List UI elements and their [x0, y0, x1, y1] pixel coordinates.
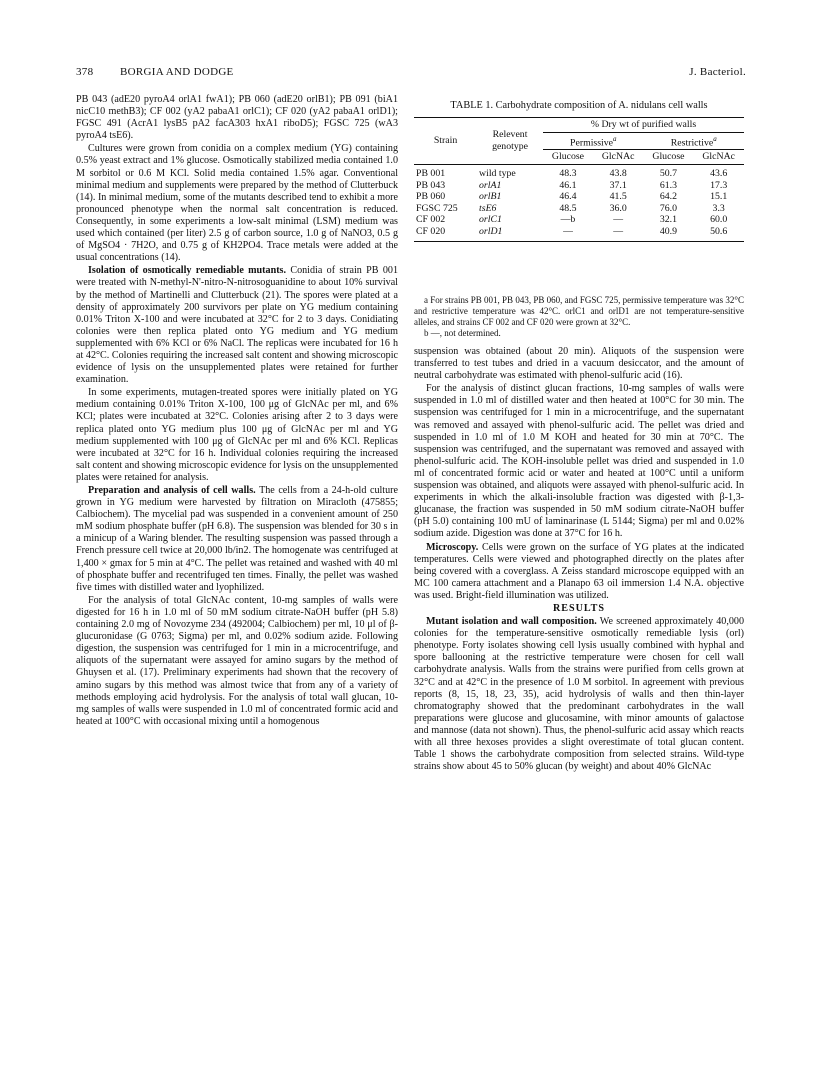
table-caption: TABLE 1. Carbohydrate composition of A. nidulans cell walls — [450, 100, 708, 111]
microscopy-paragraph: Microscopy. Cells were grown on the surface of YG plates at the indicated temperatures. Cells were viewed and photographed directly on the plates after being covered with a coverglass. A Zeiss standard microscope equipped with an MC 100 camera attachment and a Planapo 63 oil immersion 1.4 N.A. objective was used. Bright-field illumination was utilized. — [414, 541, 744, 601]
col-header-glcnac: GlcNAc — [601, 151, 635, 163]
page-number: 378 — [76, 66, 94, 78]
carbohydrate-table — [414, 117, 744, 242]
strain-list-paragraph: PB 043 (adE20 pyroA4 orlA1 fwA1); PB 060 (adE20 orlB1); PB 091 (biA1 nicC10 methB3); CF 002 (yA2 pabaA1 orlC1); CF 020 (yA2 pabaA1 orlD1); FGSC 491 (AcrA1 lysB5 pA2 facA303 hxA1 riboD5); FGSC 725 (wA3 pyroA4 tsE6). — [76, 94, 398, 142]
preparation-heading: Preparation and analysis of cell walls. — [88, 485, 256, 496]
left-column — [76, 94, 398, 728]
col-header-permissive: Permissive$^a$ — [543, 132, 643, 150]
col-header-group: % Dry wt of purified walls — [543, 118, 744, 133]
table-row: FGSC 725 tsE6 48.5 36.0 76.0 3.3 — [416, 202, 725, 214]
footnote-a: a For strains PB 001, PB 043, PB 060, and FGSC 725, permissive temperature was 32°C and restrictive temperature was 42°C. orlC1 and orlD1 are not temperature-sensitive alleles, and strains CF 002 and CF 020 were grown at 32°C. — [414, 295, 744, 327]
microscopy-heading: Microscopy. — [426, 541, 479, 553]
col-header-genotype: Relevent genotype — [492, 129, 528, 153]
isolation-heading: Isolation of osmotically remediable mutants. — [88, 265, 287, 277]
col-header-glucose: Glucose — [652, 151, 685, 163]
col-header-restrictive: Restrictive$^a$ — [644, 132, 745, 150]
table-row: CF 002 orlC1 —b — 32.1 60.0 — [416, 214, 728, 226]
col-header-glcnac: GlcNAc — [702, 151, 735, 163]
col-header-strain: Strain — [433, 135, 458, 147]
mutant-isolation-paragraph: Mutant isolation and wall composition. We screened approximately 40,000 colonies for the temperature-sensitive osmotically remediable lysis (orl) phenotype. Forty isolates showing cell lysis usually combined with hyphal and spore ballooning at the restrictive temperature were chosen for cell wall carbohydrate analysis. Walls from the strains were purified from cells grown at 32°C and at 42°C in the presence of 1.0 M sorbitol. In agreement with previous reports (8, 15, 18, 23, 35), acid hydrolysis of walls and then thin-layer chromatography showed that the predominant carbohydrates in the wall preparations were glucose and glucosamine, with minor amounts of galactose and mannose (data not shown). Thus, the phenol-sulfuric acid assay which reacts with all three hexoses provides a slight overestimate of total glucan content. Table 1 shows the carbohydrate composition from selected strains. Wild-type strains show about 45 to 50% glucan (by weight) and about 40% GlcNAc — [414, 616, 745, 773]
glcnac-analysis-paragraph: For the analysis of total GlcNAc content, 10-mg samples of walls were digested for 16 h in 1.0 ml of 50 mM sodium citrate-NaOH buffer (pH 5.8) containing 2.0 mg of Novozyme 234 (492004; Calbiochem) per ml, 10 μl of β-glucuronidase (G 0763; Sigma) per ml, and 0.02% sodium azide. Following digestion, the suspension was centrifuged for 1 min in a microcentrifuge, and aliquots of the supernatant were assayed for amino sugars by the method of Ghuysen et al. (17). Preliminary experiments had shown that the recovery of amino sugars by this method was almost twice that from any of a variety of methods employing acid hydrolysis. For the analysis of total wall glucan, 10-mg samples of walls were suspended in 1.0 ml of concentrated formic acid and heated at 100°C with occasional mixing until a homogenous — [76, 594, 398, 727]
continuation-paragraph: suspension was obtained (about 20 min). Aliquots of the suspension were transferred to test tubes and dried in a vacuum desiccator, and the amount of neutral carbohydrate was estimated with phenol-sulfuric acid (16). — [414, 346, 744, 382]
results-heading: RESULTS — [552, 602, 606, 614]
preparation-paragraph: Preparation and analysis of cell walls. The cells from a 24-h-old culture grown in YG medium were harvested by filtration on Miracloth (475855; Calbiochem). The mycelial pad was suspended in a convenient amount of 250 mM sodium phosphate buffer (pH 6.8). The suspension was blended for 30 s in a minicup of a Waring blender. The resulting suspension was passed through a French pressure cell twice at 20,000 lb/in2. The homogenate was centrifuged at 1,400 × gmax for 5 min at 4°C. The pellet was retained and washed with 40 ml of phosphate buffer and recentrifuged ten times. Finally, the pellet was washed five times with distilled water and lyophilized. — [76, 485, 398, 593]
table-row: PB 001 wild type 48.3 43.8 50.7 43.6 — [416, 168, 728, 180]
journal-name: J. Bacteriol. — [689, 66, 746, 78]
mutant-isolation-heading: Mutant isolation and wall composition. — [426, 616, 597, 628]
table-row: PB 060 orlB1 46.4 41.5 64.2 15.1 — [416, 191, 728, 203]
mutagen-paragraph: In some experiments, mutagen-treated spores were initially plated on YG medium containing 0.01% Triton X-100, 100 μg of GlcNAc per ml, and 6% KCl; plates were incubated at 32°C. Colonies arising after 2 to 3 days were replica plated onto YG medium plus 100 μg of GlcNAc per ml and YG medium supplemented with 100 μg of GlcNAc per ml and 6% KCl. Replicas were incubated at 32°C for 16 h. Individual colonies requiring the increased salt content and showing microscopic evidence for lysis on the unsupplemented plates were retained for analysis. — [76, 387, 398, 483]
right-column — [414, 346, 744, 773]
table-row: PB 043 orlA1 46.1 37.1 61.3 17.3 — [416, 179, 728, 191]
table-footnotes — [414, 295, 744, 339]
running-header — [76, 66, 746, 80]
col-header-glucose: Glucose — [551, 151, 585, 163]
footnote-b: b —, not determined. — [424, 328, 501, 338]
table-row: CF 020 orlD1 — — 40.9 50.6 — [414, 226, 744, 241]
media-paragraph: Cultures were grown from conidia on a complex medium (YG) containing 0.5% yeast extract and 1% glucose. Osmotically stabilized media contained 1.0 M sorbitol or 0.6 M KCl. Solid media contained 1.5% agar. Conventional minimal medium and supplements were prepared by the method of Clutterbuck (14). In minimal medium, some of the mutants described tend to exhibit a more pronounced phenotype when the normal salt concentration is reduced. Consequently, in some experiments a low-salt minimal (LSM) medium was used which contained (per liter) 2.5 g of carbon source, 1.0 g of NaNO3, 0.5 g of MgSO4 · 7H2O, and 0.75 g of KH2PO4. Trace metals were added at the usual concentrations (14). — [76, 143, 398, 264]
glucan-fractions-paragraph: For the analysis of distinct glucan fractions, 10-mg samples of walls were suspended in 1.0 ml of distilled water and then heated at 100°C for 30 min. The suspension was centrifuged for 1 min in a microcentrifuge, and the supernatant was removed and assayed with phenol-sulfuric acid. The pellet was dried and suspended in 1.0 ml of 1.0 M KOH and heated for 30 min at 70°C. The suspension was centrifuged, and the supernatant was removed and assayed with phenol-sulfuric acid. The KOH-insoluble pellet was dried and suspended in 1.0 ml of concentrated formic acid or water and heated at 100°C until a uniform suspension was obtained, and aliquots were assayed with phenol-sulfuric acid. In experiments in which the alkali-insoluble fraction was digested with β-1,3-glucanase, the fraction was suspended in 50 mM sodium citrate-NaOH buffer (pH 5.0) containing 100 mU of laminarinase (L 5144; Sigma) per ml and 0.02% sodium azide. Digestion was done at 37°C for 16 h. — [414, 383, 744, 540]
isolation-paragraph: Isolation of osmotically remediable mutants. Conidia of strain PB 001 were treated with N-methyl-N'-nitro-N-nitrosoguanidine to about 10% survival by the method of Martinelli and Clutterbuck (21). The spores were plated at a density of approximately 200 survivors per plate on YG medium containing 0.01% Triton X-100 and were incubated at 32°C for 2 to 3 days. Conidiating colonies were then replica plated onto YG medium and YG medium supplemented with 6% KCl or 6% NaCl. The replicas were incubated for 16 h at 42°C. Colonies requiring the increased salt content and showing microscopic evidence of lysis on the unsupplemented plates were retained for further examination. — [76, 265, 398, 386]
running-authors: BORGIA AND DODGE — [120, 66, 234, 78]
